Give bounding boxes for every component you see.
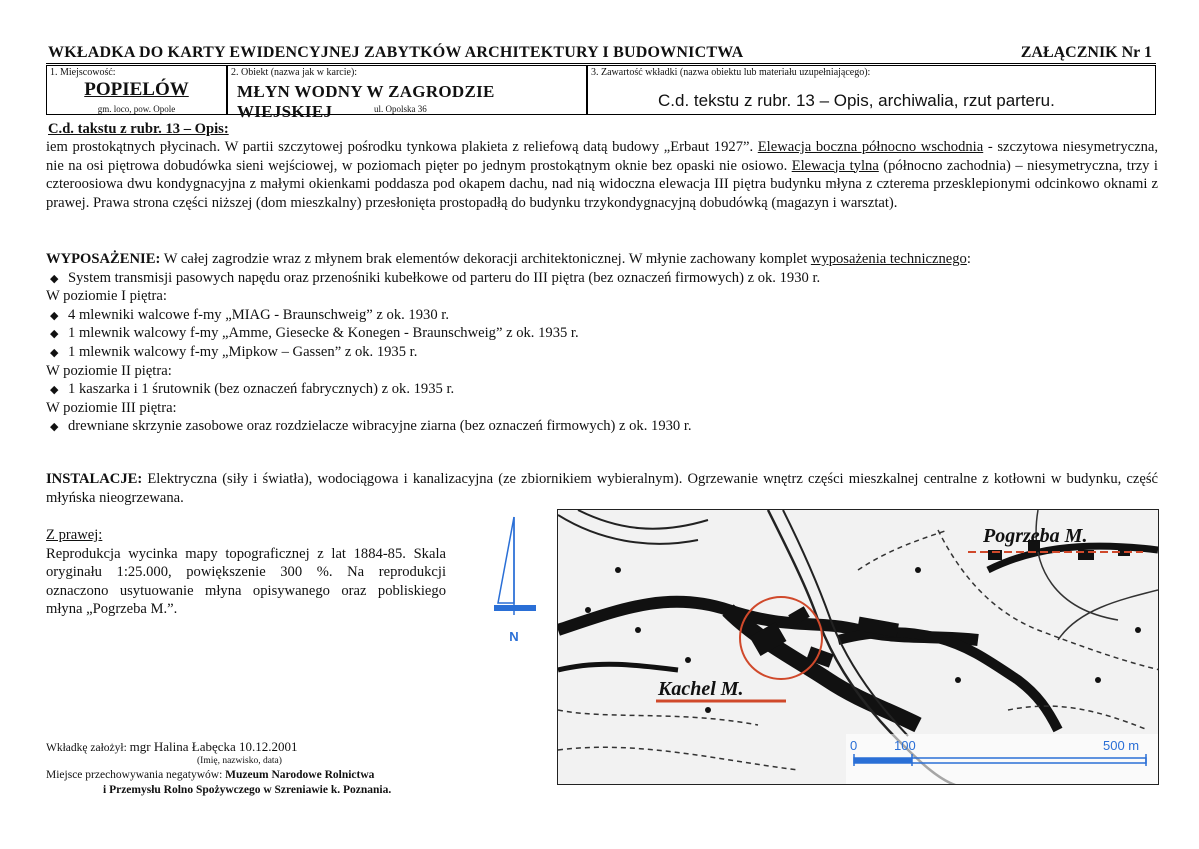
header-divider	[46, 63, 1156, 64]
level-heading: W poziomie I piętra:	[46, 288, 167, 305]
field-object-value: MŁYN WODNY W ZAGRODZIE WIEJSKIEJ	[237, 82, 495, 121]
bullet-icon: ◆	[50, 328, 59, 341]
list-item	[46, 417, 1158, 436]
list-item-text: 1 mlewnik walcowy f-my „Amme, Giesecke & Konegen - Braunschweig” z ok. 1935 r.	[68, 325, 579, 342]
level-heading: W poziomie III piętra:	[46, 399, 177, 416]
equipment-underline: wyposażenia technicznego	[810, 251, 967, 267]
equipment-text-end: :	[966, 251, 971, 267]
description-underline-1: Elewacja boczna północno wschodnia	[757, 139, 984, 155]
description-underline-2: Elewacja tylna	[791, 157, 879, 174]
label-kachel: Kachel M.	[658, 678, 744, 700]
bullet-icon: ◆	[50, 309, 59, 322]
attachment-number: ZAŁĄCZNIK Nr 1	[1020, 44, 1152, 61]
footer-storage	[46, 768, 374, 782]
description-text-2: - szczytowa niesymetryczna, nie na osi piętrowa dobudówka sieni wejściowej, w poziomach pięter po jednym prostokątnym oknie bez opaski nie osiowo.	[46, 139, 1158, 174]
field-object-label: 2. Obiekt (nazwa jak w karcie):	[231, 67, 358, 78]
field-contents-label: 3. Zawartość wkładki (nazwa obiektu lub materiału uzupełniającego):	[591, 67, 871, 78]
author-sub: (Imię, nazwisko, data)	[197, 756, 282, 766]
north-label: N	[509, 629, 519, 644]
document-title: WKŁADKA DO KARTY EWIDENCYJNEJ ZABYTKÓW ARCHITEKTURY I BUDOWNICTWA	[48, 44, 744, 61]
equipment-section	[46, 250, 1158, 436]
field-contents-value: C.d. tekstu z rubr. 13 – Opis, archiwalia, rzut parteru.	[658, 91, 1055, 110]
list-item	[46, 380, 1158, 399]
author-label: Wkładkę założył:	[46, 742, 130, 754]
topographic-map	[557, 509, 1159, 785]
label-pogrzeba: Pogrzeba M.	[983, 525, 1088, 547]
storage-value-1: Muzeum Narodowe Rolnictwa	[225, 769, 375, 781]
list-item-text: 4 mlewniki walcowe f-my „MIAG - Braunschweig” z ok. 1930 r.	[68, 306, 449, 323]
installations-text: Elektryczna (siły i światła), wodociągowa i kanalizacyjna (ze zbiornikiem wybieralnym). Ogrzewanie wnętrz części mieszkalnej centralne z kotłowni w budynku, część młyńska nieogrzewana.	[46, 471, 1158, 506]
description-text-1: iem prostokątnych płycinach. W partii szczytowej pośrodku tynkowa plakieta z reliefową datą budowy „Erbaut 1927”.	[46, 139, 758, 155]
field-object	[227, 65, 587, 121]
field-contents	[587, 65, 1156, 115]
list-item	[46, 269, 1158, 288]
bullet-icon: ◆	[50, 384, 59, 397]
scale-label-100: 100	[894, 738, 916, 753]
bullet-icon: ◆	[50, 421, 59, 434]
scale-label-500: 500 m	[1103, 738, 1140, 753]
continuation-heading: C.d. takstu z rubr. 13 – Opis:	[48, 121, 229, 137]
field-locality-value: POPIELÓW	[84, 79, 189, 100]
map-caption	[46, 526, 446, 619]
field-object-sub: ul. Opolska 36	[374, 104, 427, 114]
footer-author	[46, 740, 298, 755]
north-arrow-icon	[492, 515, 538, 645]
caption-text: Reprodukcja wycinka mapy topograficznej z lat 1884-85. Skala oryginału 1:25.000, powiększenie 300 %. Na reprodukcji oznaczono usytuowanie młyna opisywanego oraz pobliskiego młyna „Pogrzeba M.”.	[46, 545, 446, 618]
installations-paragraph	[46, 470, 1158, 507]
installations-title: INSTALACJE:	[46, 471, 143, 487]
bullet-icon: ◆	[50, 346, 59, 359]
field-locality-label: 1. Miejscowość:	[50, 67, 116, 78]
description-text-3: (północno zachodnia) – niesymetryczna, trzy i czteroosiowa dwu kondygnacyjna z małymi okienkami poddasza pod okapem dachu, nad nią widoczna elewacja III piętra budynku młyna z czterema przesklepionymi odcinkowo oknami z prawej. Prawa strona części niższej (dom mieszkalny) przesłonięta prostopadłą do budynku trzykondygnacyjną dobudówką (magazyn i warsztat).	[46, 157, 1158, 211]
list-item	[46, 306, 1158, 325]
equipment-title: WYPOSAŻENIE:	[46, 251, 161, 267]
list-item-text: System transmisji pasowych napędu oraz przenośniki kubełkowe od parteru do III piętra (bez oznaczeń firmowych) z ok. 1930 r.	[68, 269, 821, 286]
list-item-text: drewniane skrzynie zasobowe oraz rozdzielacze wibracyjne ziarna (bez oznaczeń firmowych) z ok. 1930 r.	[68, 418, 692, 435]
list-item-text: 1 kaszarka i 1 śrutownik (bez oznaczeń fabrycznych) z ok. 1935 r.	[68, 381, 455, 398]
scale-label-0: 0	[850, 738, 858, 753]
storage-label: Miejsce przechowywania negatywów:	[46, 769, 226, 781]
field-locality-sub: gm. loco, pow. Opole	[97, 104, 176, 114]
storage-value-2: i Przemysłu Rolno Spożywczego w Szreniawie k. Poznania.	[103, 784, 392, 796]
field-locality	[46, 65, 227, 115]
list-item-text: 1 mlewnik walcowy f-my „Mipkow – Gassen” z ok. 1935 r.	[68, 343, 418, 360]
list-item	[46, 343, 1158, 362]
description-paragraph	[46, 138, 1158, 212]
bullet-icon: ◆	[50, 272, 59, 285]
equipment-text: W całej zagrodzie wraz z młynem brak elementów dekoracji architektonicznej. W młynie zachowany komplet	[160, 251, 811, 267]
author-value: mgr Halina Łabęcka 10.12.2001	[129, 739, 298, 754]
level-heading: W poziomie II piętra:	[46, 362, 172, 379]
equipment-intro	[46, 250, 1158, 269]
list-item	[46, 324, 1158, 343]
caption-title: Z prawej:	[46, 527, 103, 543]
